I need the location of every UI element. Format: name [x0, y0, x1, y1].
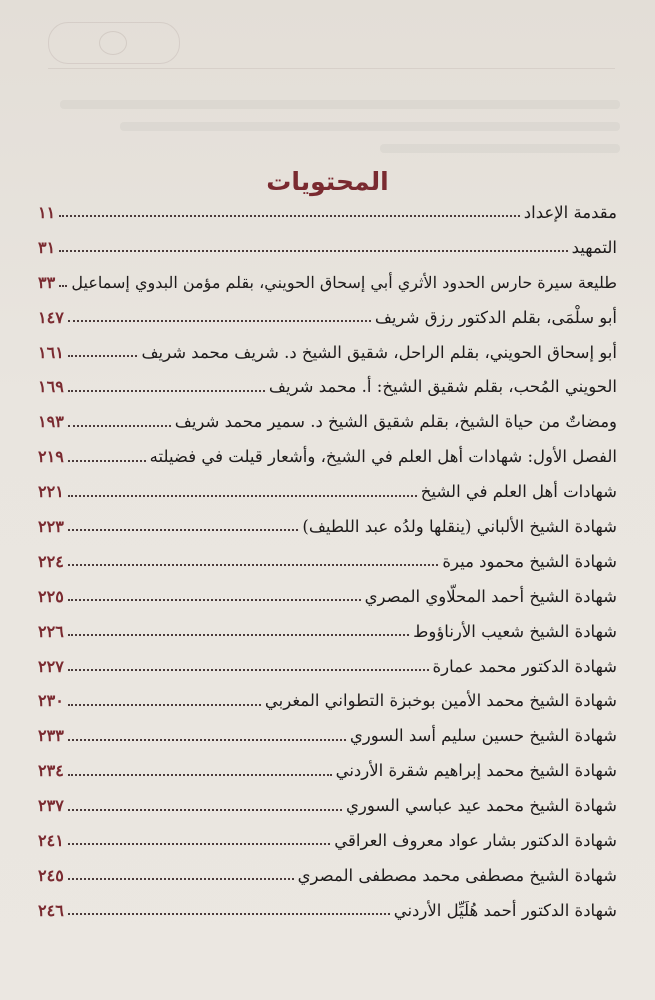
- dot-leader: [68, 843, 330, 845]
- dot-leader: [68, 390, 265, 392]
- toc-entry: [38, 474, 617, 509]
- dot-leader: [68, 669, 429, 671]
- toc-entry-title: الفصل الأول: شهادات أهل العلم في الشيخ، وأشعار قيلت في فضيلته: [149, 447, 617, 467]
- dot-leader: [68, 495, 417, 497]
- toc-entry: [38, 823, 617, 858]
- toc-page-number: ٢٢٣: [38, 516, 64, 536]
- dot-leader: [68, 564, 439, 566]
- toc-entry: [38, 649, 617, 684]
- toc-page-number: ٢٤٦: [38, 900, 64, 920]
- dot-leader: [68, 460, 146, 462]
- dot-leader: [68, 320, 371, 322]
- dot-leader: [68, 739, 346, 741]
- dot-leader: [68, 529, 299, 531]
- dot-leader: [68, 809, 342, 811]
- toc-page-number: ٢١٩: [38, 447, 64, 467]
- toc-entry-title: شهادة الشيخ محمد عيد عباسي السوري: [346, 796, 617, 816]
- toc-page-number: ٢٢٥: [38, 586, 64, 606]
- toc-page-number: ٢٣٧: [38, 796, 64, 816]
- toc-entry: [38, 195, 617, 230]
- toc-entry: [38, 300, 617, 335]
- dot-leader: [68, 425, 171, 427]
- bleed-through-line: [380, 144, 620, 153]
- toc-entry-title: أبو سلْمَى، بقلم الدكتور رزق شريف: [374, 307, 617, 327]
- toc-entry-title: شهادة الدكتور محمد عمارة: [432, 656, 617, 676]
- table-of-contents: [38, 195, 617, 928]
- bleed-through-line: [60, 100, 620, 109]
- toc-page-number: ٢٤٥: [38, 865, 64, 885]
- toc-entry-title: التمهيد: [571, 237, 617, 257]
- toc-page-number: ١٩٣: [38, 412, 64, 432]
- page-title: المحتويات: [266, 166, 389, 196]
- toc-entry: [38, 265, 617, 300]
- dot-leader: [68, 913, 390, 915]
- toc-entry: [38, 893, 617, 928]
- toc-entry-title: شهادات أهل العلم في الشيخ: [420, 482, 617, 502]
- toc-entry-title: شهادة الشيخ محمد إبراهيم شقرة الأردني: [335, 761, 617, 781]
- toc-entry: [38, 544, 617, 579]
- toc-entry-title: شهادة الدكتور بشار عواد معروف العراقي: [334, 830, 617, 850]
- toc-page-number: ٣٣: [38, 272, 56, 292]
- toc-entry: [38, 858, 617, 893]
- toc-entry-title: شهادة الدكتور أحمد هُلَيِّل الأردني: [393, 900, 617, 920]
- toc-page-number: ٢٣٣: [38, 726, 64, 746]
- toc-entry: [38, 579, 617, 614]
- dot-leader: [68, 355, 138, 357]
- toc-entry: [38, 230, 617, 265]
- toc-page-number: ٢٢٤: [38, 551, 64, 571]
- toc-page-number: ٢٢٦: [38, 621, 64, 641]
- toc-page-number: ٢٤١: [38, 830, 64, 850]
- header-ornament: [48, 22, 180, 64]
- dot-leader: [59, 285, 67, 287]
- toc-page-number: ٢٢٧: [38, 656, 64, 676]
- toc-entry-title: الحويني المُحب، بقلم شقيق الشيخ: أ. محمد شريف: [268, 377, 617, 397]
- toc-entry-title: مقدمة الإعداد: [523, 202, 617, 222]
- dot-leader: [68, 634, 409, 636]
- toc-page-number: ٢٣٠: [38, 691, 64, 711]
- toc-entry: [38, 683, 617, 718]
- toc-entry: [38, 614, 617, 649]
- toc-entry-title: شهادة الشيخ شعيب الأرناؤوط: [413, 621, 617, 641]
- toc-entry-title: أبو إسحاق الحويني، بقلم الراحل، شقيق الشيخ د. شريف محمد شريف: [141, 342, 617, 362]
- dot-leader: [68, 774, 332, 776]
- toc-entry-title: شهادة الشيخ مصطفى محمد مصطفى المصري: [297, 865, 617, 885]
- toc-page-number: ١٦٩: [38, 377, 64, 397]
- bleed-through-line: [120, 122, 620, 131]
- toc-page-number: ١١: [38, 202, 56, 222]
- toc-entry-title: شهادة الشيخ محمود ميرة: [442, 551, 617, 571]
- toc-entry: [38, 404, 617, 439]
- toc-page-number: ٢٣٤: [38, 761, 64, 781]
- dot-leader: [68, 704, 261, 706]
- toc-entry: [38, 335, 617, 370]
- dot-leader: [59, 215, 520, 217]
- toc-entry-title: شهادة الشيخ محمد الأمين بوخبزة التطواني المغربي: [264, 691, 617, 711]
- toc-page-number: ١٦١: [38, 342, 64, 362]
- toc-entry: [38, 439, 617, 474]
- toc-entry-title: شهادة الشيخ حسين سليم أسد السوري: [349, 726, 617, 746]
- toc-entry: [38, 753, 617, 788]
- toc-entry: [38, 718, 617, 753]
- toc-entry-title: شهادة الشيخ الألباني (ينقلها ولدُه عبد اللطيف): [302, 516, 617, 536]
- dot-leader: [68, 599, 361, 601]
- toc-page-number: ٣١: [38, 237, 56, 257]
- header-rule: [48, 68, 615, 69]
- toc-entry-title: شهادة الشيخ أحمد المحلّاوي المصري: [364, 586, 617, 606]
- toc-entry-title: طليعة سيرة حارس الحدود الأثري أبي إسحاق الحويني، بقلم مؤمن البدوي إسماعيل: [71, 272, 617, 292]
- toc-entry-title: ومضاتٌ من حياة الشيخ، بقلم شقيق الشيخ د. سمير محمد شريف: [174, 412, 617, 432]
- toc-entry: [38, 788, 617, 823]
- toc-entry: [38, 509, 617, 544]
- toc-page-number: ١٤٧: [38, 307, 64, 327]
- dot-leader: [68, 878, 294, 880]
- dot-leader: [59, 250, 567, 252]
- toc-entry: [38, 369, 617, 404]
- toc-page-number: ٢٢١: [38, 482, 64, 502]
